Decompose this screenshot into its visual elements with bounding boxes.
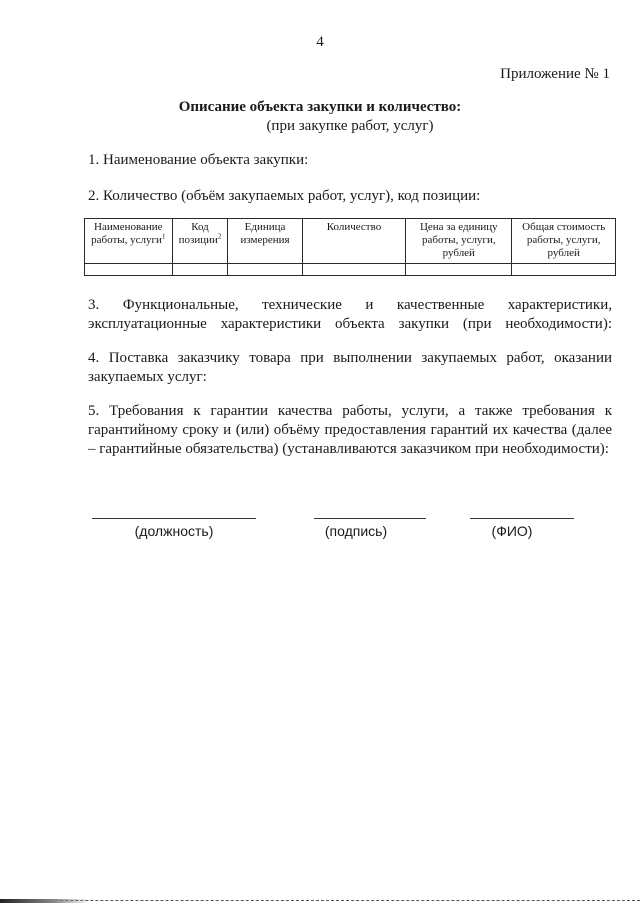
table-header-cell xyxy=(172,219,228,264)
table-header-cell xyxy=(302,219,406,264)
table-row xyxy=(85,264,616,276)
table-cell xyxy=(512,264,616,276)
position-label: (должность) xyxy=(134,523,214,539)
specification-table xyxy=(84,218,616,276)
document-subtitle: (при закупке работ, услуг) xyxy=(266,118,434,134)
signature-line xyxy=(314,518,426,519)
table-header-cell xyxy=(228,219,302,264)
footnote-mark: 2 xyxy=(217,232,222,241)
column-header-quantity: Количество xyxy=(326,221,382,233)
column-header-unit: Единица измерения xyxy=(240,221,290,246)
signature-label: (подпись) xyxy=(324,523,388,539)
column-header-total-cost: Общая стоимость работы, услуги, рублей xyxy=(522,221,606,259)
section-1-object-name: 1. Наименование объекта закупки: xyxy=(88,152,309,168)
table-header-cell xyxy=(406,219,512,264)
table-header-row xyxy=(85,219,616,264)
column-header-unit-price: Цена за единицу работы, услуги, рублей xyxy=(419,221,498,259)
position-signature-line xyxy=(92,518,256,519)
section-5-warranty: 5. Требования к гарантии качества работы, услуги, а также требования к гарантийному сроку и (или) объёму предоставления гарантий их качества (далее – гарантийные обязательства) (устанавливаются заказчиком при необходимости): xyxy=(88,403,612,457)
scan-corner-mark xyxy=(0,899,90,903)
appendix-label: Приложение № 1 xyxy=(500,66,610,82)
table-cell xyxy=(228,264,302,276)
footnote-mark: 1 xyxy=(161,232,166,241)
table-cell xyxy=(172,264,228,276)
section-4-delivery: 4. Поставка заказчику товара при выполнении закупаемых работ, оказании закупаемых услуг: xyxy=(88,350,612,385)
page-number: 4 xyxy=(316,34,324,50)
column-header-work-name: Наименование работы, услуги xyxy=(91,221,163,246)
table-cell xyxy=(85,264,173,276)
table-cell xyxy=(406,264,512,276)
table-header-cell xyxy=(512,219,616,264)
name-label: (ФИО) xyxy=(491,523,533,539)
scan-edge-line xyxy=(0,894,640,901)
document-title: Описание объекта закупки и количество: xyxy=(178,99,462,115)
name-signature-line xyxy=(470,518,574,519)
section-2-quantity: 2. Количество (объём закупаемых работ, услуг), код позиции: xyxy=(88,188,481,204)
table-header-cell xyxy=(85,219,173,264)
table-cell xyxy=(302,264,406,276)
column-header-position-code: Код позиции xyxy=(178,221,218,246)
section-3-characteristics: 3. Функциональные, технические и качественные характеристики, эксплуатационные характеристики объекта закупки (при необходимости): xyxy=(88,297,612,332)
